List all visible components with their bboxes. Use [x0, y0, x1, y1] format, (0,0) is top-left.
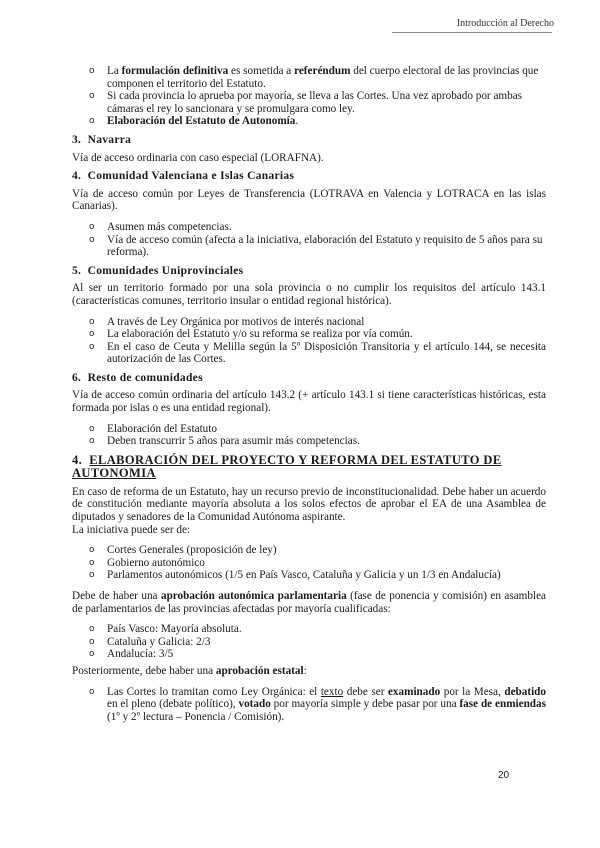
list-item: o Cortes Generales (proposición de ley): [89, 544, 277, 557]
paragraph: La iniciativa puede ser de:: [72, 523, 191, 536]
list-item: o Deben transcurrir 5 años para asumir más competencias.: [89, 435, 360, 448]
list: [72, 316, 546, 366]
paragraph: Vía de acceso común por Leyes de Transferencia (LOTRAVA en Valencia y LOTRACA en las islas Canarias).: [72, 187, 546, 213]
page-content: [72, 65, 546, 723]
section-heading-resto: 6. Resto de comunidades: [72, 371, 203, 384]
list-item: o Cataluña y Galicia: 2/3: [89, 635, 211, 648]
list-item: o A través de Ley Orgánica por motivos de interés nacional: [89, 315, 365, 328]
list-item: o La elaboración del Estatuto y/o su reforma se realiza por vía común.: [89, 328, 413, 341]
main-heading: 4. ELABORACIÓN DEL PROYECTO Y REFORMA DEL ESTATUTO DE AUTONOMIA: [72, 452, 502, 480]
bullet-icon: o: [89, 570, 95, 581]
bullet-icon: o: [89, 636, 95, 647]
bullet-icon: o: [89, 221, 95, 232]
bullet-icon: o: [89, 436, 95, 447]
list-item: o Parlamentos autonómicos (1/5 en País Vasco, Cataluña y Galicia y un 1/3 en Andalucía): [89, 569, 501, 582]
list: [72, 686, 546, 724]
list-item: o Elaboración del Estatuto de Autonomía.: [89, 115, 299, 128]
bullet-icon: o: [89, 116, 95, 127]
list: [72, 423, 546, 448]
bullet-icon: o: [89, 557, 95, 568]
list-item: o Andalucía: 3/5: [89, 648, 174, 661]
list-item: o País Vasco: Mayoría absoluta.: [89, 623, 242, 636]
bullet-icon: o: [89, 545, 95, 556]
list-item: o La formulación definitiva es sometida a referéndum del cuerpo electoral de las provincias que componen el territorio del Estatuto.: [89, 65, 539, 90]
paragraph: Debe de haber una aprobación autonómica parlamentaria (fase de ponencia y comisión) en asamblea de parlamentarios de las provincias afectadas por mayoría cualificadas:: [72, 590, 547, 615]
list: [72, 623, 546, 661]
list-item: o Vía de acceso común (afecta a la iniciativa, elaboración del Estatuto y requisito de 5 años para su reforma).: [89, 233, 543, 259]
section-heading-uniprovinciales: 5. Comunidades Uniprovinciales: [72, 264, 244, 277]
bullet-icon: o: [89, 649, 95, 660]
bullet-icon: o: [89, 234, 95, 245]
list-item: o Las Cortes lo tramitan como Ley Orgánica: el texto debe ser examinado por la Mesa, debatido en el pleno (debate político), votado por mayoría simple y debe pasar por una fase de enmiendas (1º y 2º lectura – Ponencia / Comisión).: [89, 685, 546, 723]
paragraph: Vía de acceso ordinaria con caso especial (LORAFNA).: [72, 151, 324, 164]
list: [72, 544, 546, 582]
bullet-icon: o: [89, 91, 95, 102]
bullet-icon: o: [89, 316, 95, 327]
list-item: o Si cada provincia lo aprueba por mayoría, se lleva a las Cortes. Una vez aprobado por ambas cámaras el rey lo sancionara y se promulgara como ley.: [89, 90, 523, 115]
page-header: Introducción al Derecho: [456, 18, 554, 29]
list-item: o En el caso de Ceuta y Melilla según la 5º Disposición Transitoria y el artículo 144, se necesita autorización de las Cortes.: [89, 340, 546, 366]
list-item: o Asumen más competencias.: [89, 220, 232, 233]
list-item: o Elaboración del Estatuto: [89, 422, 217, 435]
section-heading-valencia-canarias: 4. Comunidad Valenciana e Islas Canarias: [72, 170, 295, 183]
list-item: o Gobierno autonómico: [89, 556, 205, 569]
header-rule: [392, 32, 552, 33]
bullet-icon: o: [89, 686, 95, 697]
bullet-icon: o: [89, 423, 95, 434]
section-heading-navarra: 3. Navarra: [72, 133, 132, 146]
bullet-icon: o: [89, 624, 95, 635]
top-list: [72, 65, 546, 128]
paragraph: En caso de reforma de un Estatuto, hay un recurso previo de inconstitucionalidad. Debe haber un acuerdo de constitución mediante mayoría absoluta a los solos efectos de aprobar el EA de una Asamblea de diputados y senadores de la Comunidad Autónoma aspirante.: [72, 485, 546, 524]
list: [72, 221, 546, 259]
paragraph: Al ser un territorio formado por una sola provincia o no cumplir los requisitos del artículo 143.1 (características comunes, territorio insular o entidad regional histórica).: [72, 282, 546, 307]
paragraph: Vía de acceso común ordinaria del artículo 143.2 (+ artículo 143.1 si tiene características históricas, esta formada por islas o es una entidad regional).: [72, 389, 546, 415]
bullet-icon: o: [89, 329, 95, 340]
page-number: 20: [498, 770, 510, 781]
bullet-icon: o: [89, 341, 95, 352]
paragraph: Posteriormente, debe haber una aprobación estatal:: [72, 664, 307, 677]
bullet-icon: o: [89, 66, 95, 76]
